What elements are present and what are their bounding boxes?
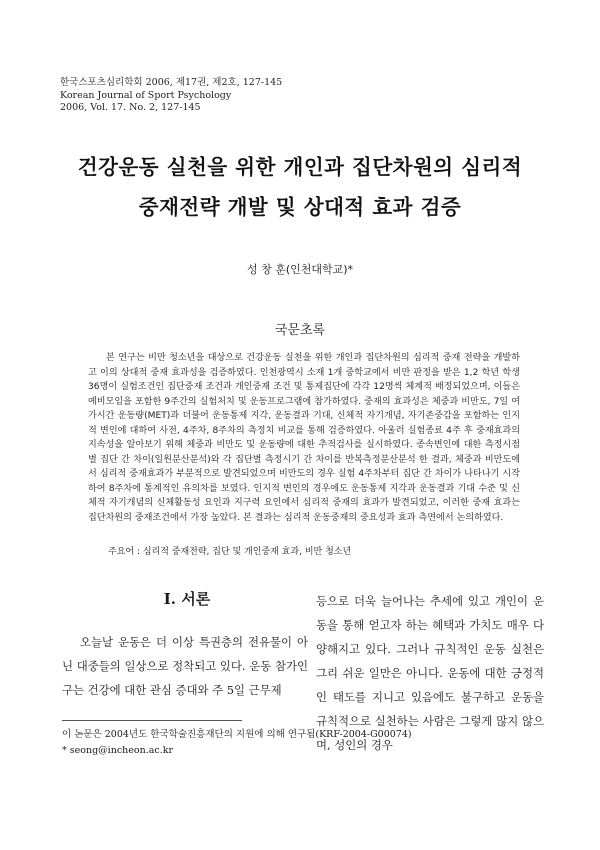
journal-header-volume: 2006, Vol. 17. No. 2, 127-145 — [60, 102, 201, 113]
footnote-email: * seong@incheon.ac.kr — [62, 745, 174, 756]
keywords: 주요어 : 심리적 중재전략, 집단 및 개인중재 효과, 비만 청소년 — [108, 547, 352, 557]
body-text-right-column: 등으로 더욱 늘어나는 추세에 있고 개인이 운동을 통해 얻고자 하는 혜택과 가치도 매우 다양해지고 있다. 그러나 규칙적인 운동 실천은 그리 쉬운 일만은 아니다. 운동에 대한 긍정적인 태도를 지니고 있음에도 불구하고 운동을 규칙적으로 실천하는 사람은 그렇게 많지 않으며, 성인의 경우 — [316, 594, 544, 752]
paper-title-line-2: 중재전략 개발 및 상대적 효과 검증 — [138, 195, 462, 219]
author-affiliation: 성 창 훈(인천대학교)* — [246, 263, 354, 276]
body-text-left-column: 오늘날 운동은 더 이상 특권층의 전유물이 아닌 대중들의 일상으로 정착되고 있다. 운동 참가인구는 건강에 대한 관심 증대와 주 5일 근무제 — [62, 635, 308, 697]
footnote-divider — [62, 720, 242, 721]
footnote — [62, 727, 412, 759]
abstract-heading: 국문초록 — [274, 323, 326, 338]
paper-title-line-1: 건강운동 실천을 위한 개인과 집단차원의 심리적 — [77, 155, 523, 179]
section-heading-introduction: I. 서론 — [163, 590, 211, 608]
footnote-funding: 이 논문은 2004년도 한국학술진흥재단의 지원에 의해 연구됨(KRF-2004-G00074) — [62, 729, 412, 740]
journal-header-english: Korean Journal of Sport Psychology — [60, 89, 232, 101]
paper-title — [0, 147, 600, 227]
journal-header — [60, 77, 282, 115]
journal-header-korean: 한국스포츠심리학회 2006, 제17권, 제2호, 127-145 — [60, 77, 283, 88]
abstract-body: 본 연구는 비만 청소년을 대상으로 건강운동 실천을 위한 개인과 집단차원의 심리적 중재 전략을 개발하고 이의 상대적 중재 효과성을 검증하였다. 인천광역시 소재 1개 중학교에서 비만 판정을 받은 1,2 학년 학생 36명이 실험조건인 집단중재 조건과 개인중재 조건 및 통제집단에 각각 12명씩 체계적 배정되었으며, 이들은 예비모임을 포함한 9주간의 실험처치 및 운동프로그램에 참가하였다. 중재의 효과성은 체중과 비만도, 7일 여가시간 운동량(MET)과 더불어 운동통제 지각, 운동결과 기대, 신체적 자기개념, 자기존중감을 포함하는 인지적 변인에 대하여 사전, 4주차, 8주차의 측정치 비교를 통해 검증하였다. 아울러 실험종료 4주 후 중재효과의 지속성을 알아보기 위해 체중과 비만도 및 운동량에 대한 추적검사를 실시하였다. 종속변인에 대한 측정시점별 집단 간 차이(일원분산분석)와 각 집단별 측정시기 간 차이를 반복측정분산분석 한 결과, 체중과 비만도에서 심리적 중재효과가 부분적으로 발견되었으며 비만도의 경우 실험 4주차부터 집단 간 차이가 나타나기 시작하여 8주차에 통계적인 유의차를 보였다. 인지적 변인의 경우에도 운동통제 지각과 운동결과 기대 수준 및 신체적 자기개념의 신체활동성 요인과 지구력 요인에서 심리적 중재의 효과가 발견되었고, 이러한 중재 효과는 집단차원의 중재조건에서 가장 높았다. 본 결과는 심리적 운동중재의 중요성과 효과 측면에서 논의하였다. — [88, 353, 520, 523]
